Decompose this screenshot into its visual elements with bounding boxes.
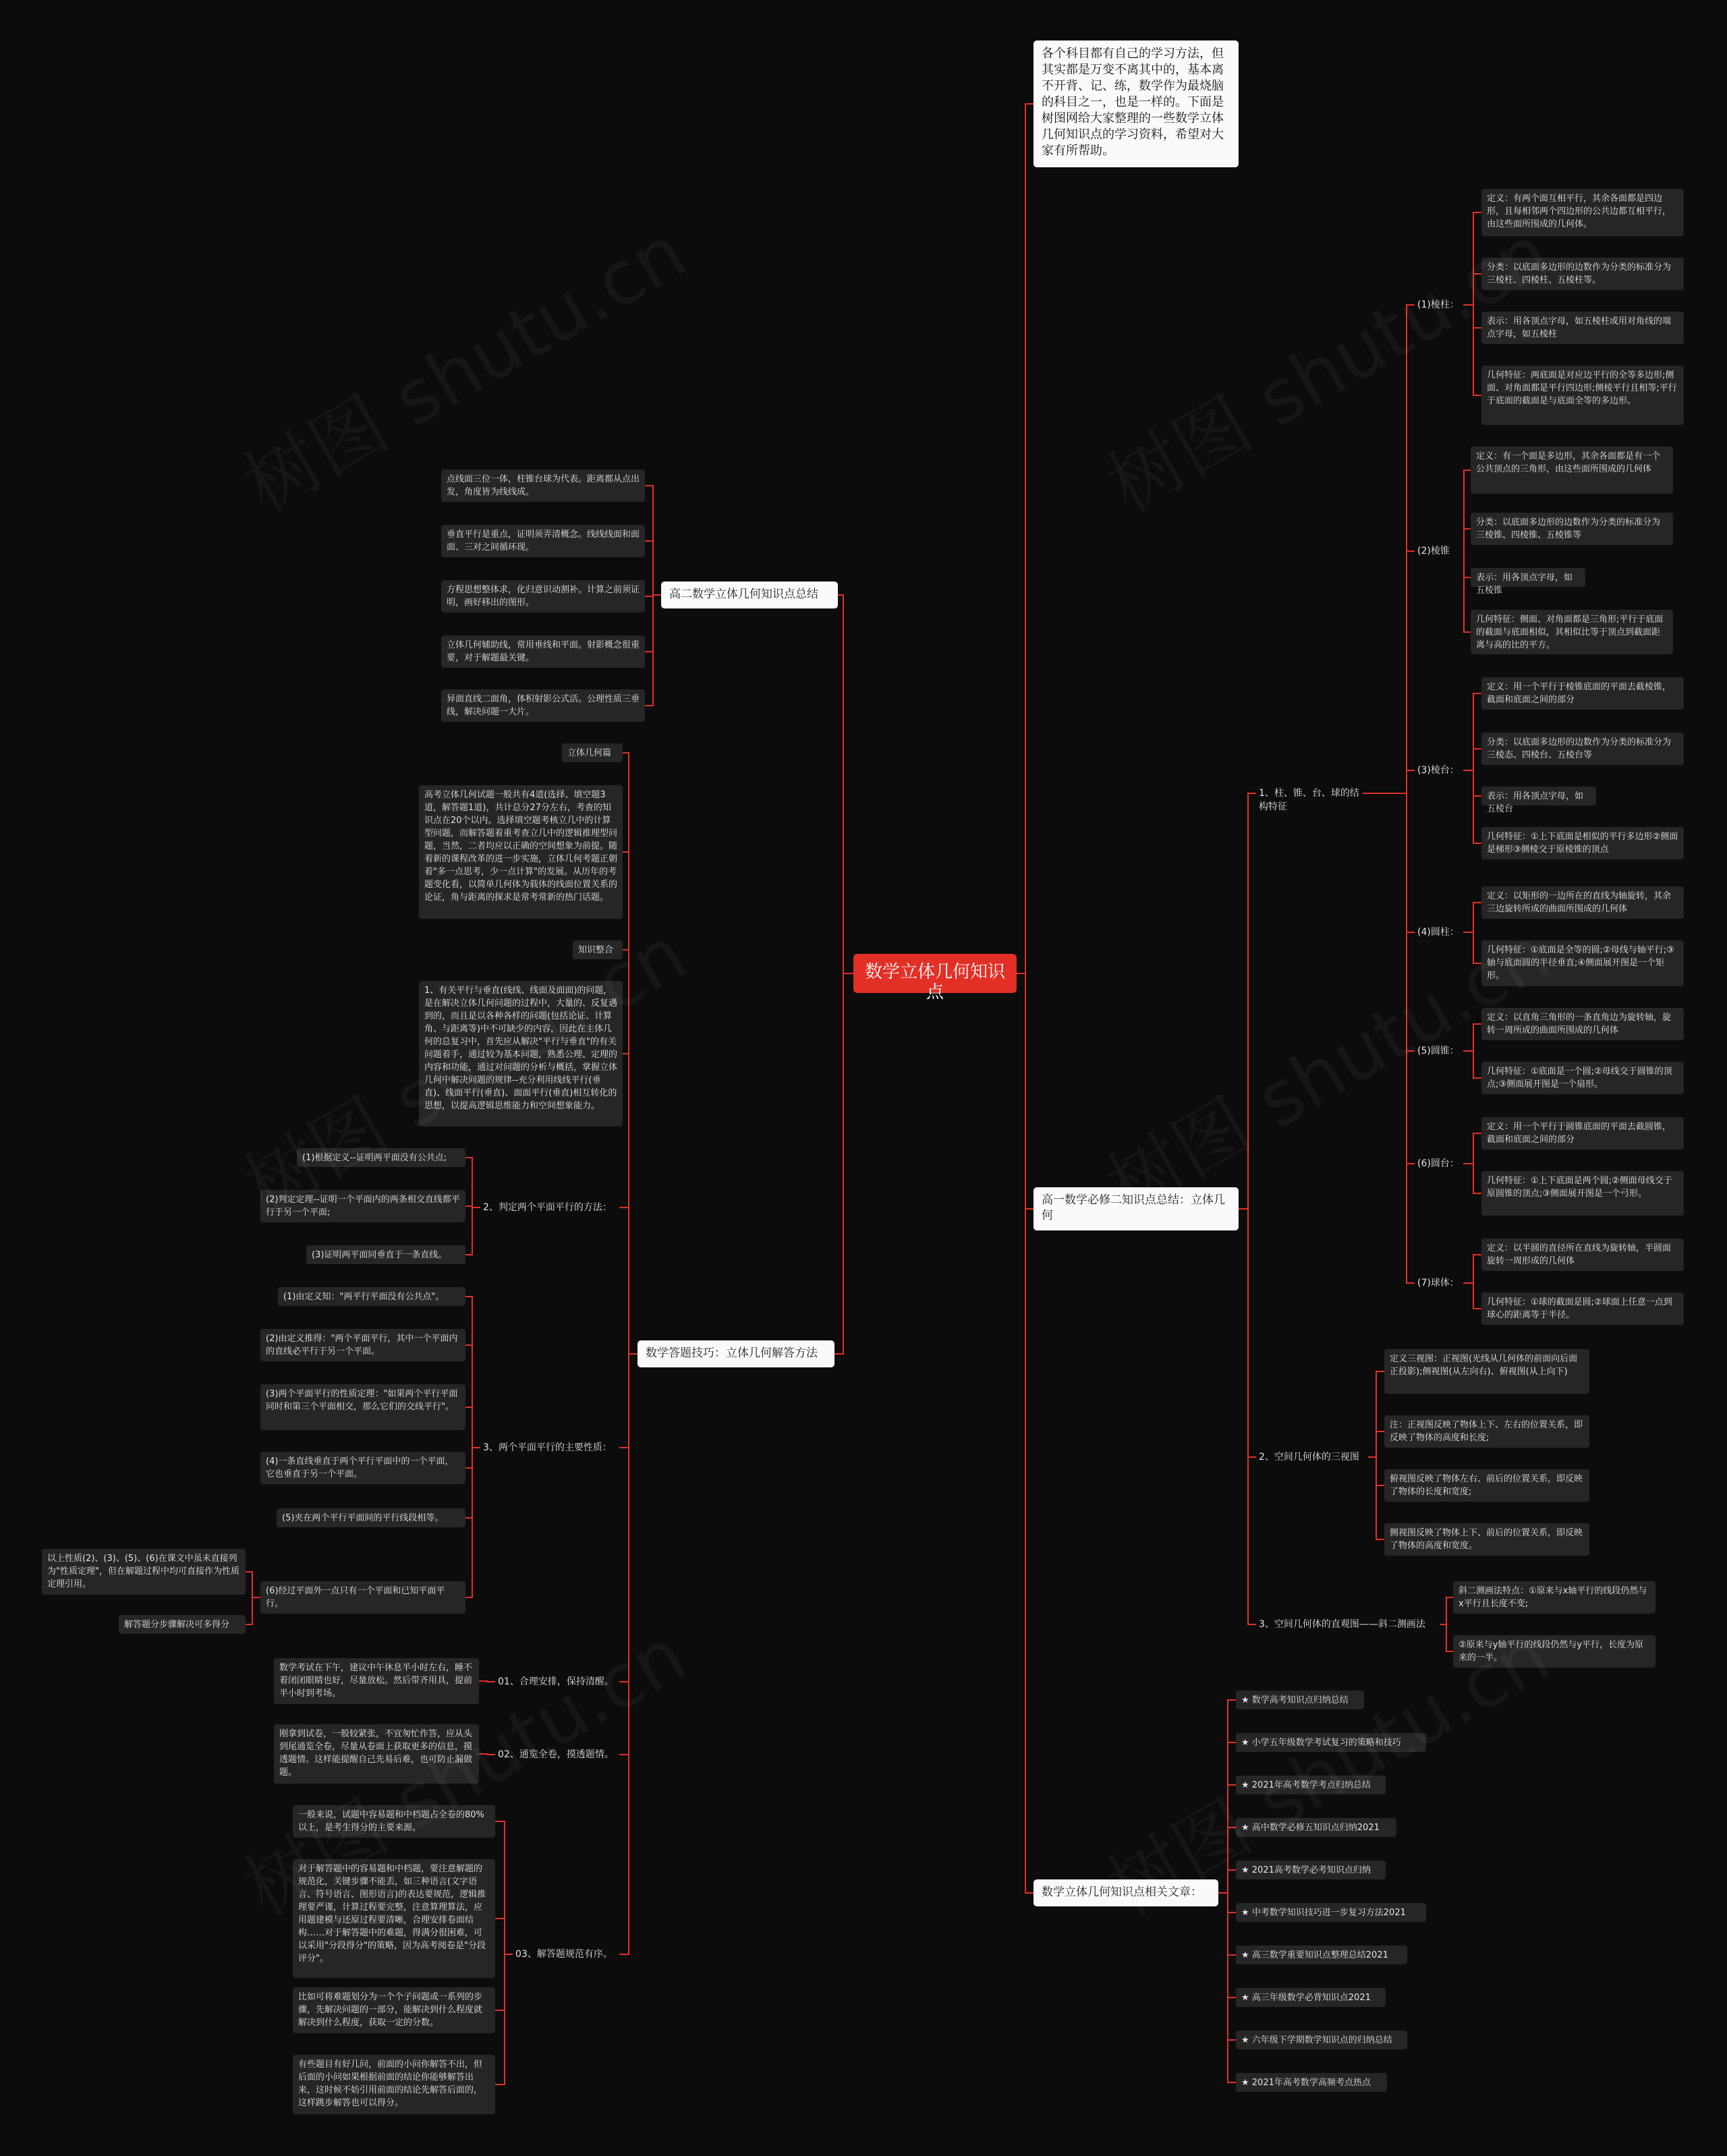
connector-0	[1017, 104, 1034, 973]
pyramid-notation: 表示：用各顶点字母，如五棱锥	[1471, 568, 1585, 587]
step3-para-3: 比如可将难题划分为一个个子问题或一系列的步骤，先解决问题的一部分，能解决到什么程度就解决到什么程度，获取一定的分数。	[293, 1987, 495, 2033]
knowledge-label[interactable]: 知识整合	[573, 940, 623, 959]
topic-answer-techniques[interactable]: 数学答题技巧：立体几何解答方法	[638, 1340, 834, 1367]
prop-6-tip: 解答题分步骤解决可多得分	[119, 1615, 246, 1634]
prop-3: (3)两个平面平行的性质定理："如果两个平行平面同时和第三个平面相交，那么它们的交线平行"。	[260, 1384, 465, 1430]
topic-grade1-summary[interactable]: 高一数学必修二知识点总结：立体几何	[1034, 1187, 1239, 1230]
pyramid-features: 几何特征：侧面、对角面都是三角形;平行于底面的截面与底面相似，其相似比等于顶点到截面距离与高的比的平方。	[1471, 610, 1673, 654]
connector-20	[1463, 529, 1471, 551]
views-label[interactable]: 2、空间几何体的三视图	[1259, 1452, 1359, 1463]
grade2-verse-3: 方程思想整体求，化归意识动割补。计算之前须证明，画好移出的图形。	[441, 580, 645, 613]
connector-67	[465, 1208, 480, 1255]
related-article-8[interactable]: ★ 高三年级数学必背知识点2021	[1236, 1988, 1386, 2007]
connector-74	[246, 1572, 260, 1597]
step2-label[interactable]: 02、通览全卷，摸透题情。	[498, 1749, 614, 1760]
grade2-verse-2: 垂直平行是重点，证明须弄清概念。线线线面和面面、三对之间循环现。	[441, 525, 645, 557]
connector-24	[1463, 749, 1481, 770]
connector-10	[1363, 770, 1415, 793]
connector-7	[1239, 1209, 1256, 1624]
cfrustum-features: 几何特征：①上下底面是两个圆;②侧面母线交于原圆锥的顶点;③侧面展开图是一个弓形。	[1481, 1171, 1684, 1216]
judge-label[interactable]: 2、判定两个平面平行的方法：	[483, 1202, 612, 1213]
cylinder-label[interactable]: (4)圆柱：	[1417, 927, 1459, 938]
oblique-feature-2: ②原来与y轴平行的线段仍然与y平行，长度为原来的一半。	[1453, 1635, 1655, 1668]
related-article-2[interactable]: ★ 小学五年级数学考试复习的策略和技巧	[1236, 1733, 1426, 1752]
knowledge-text: 1、有关平行与垂直(线线、线面及面面)的问题，是在解决立体几何问题的过程中，大量的、反复遇到的，而且是以各种各样的问题(包括论证、计算角、与距离等)中不可缺少的内容，因此在主体几何的总复习中，首先应从解决"平行与垂直"的有关问题着手，通过较为基本问题，熟悉公理、定理的内容和功能，通过对问题的分析与概括，掌握立体几何中解决问题的规律--充分利用线线平行(垂直)、线面平行(垂直)、面面平行(垂直)相互转化的思想，以提高逻辑思维能力和空间想象能力。	[419, 981, 623, 1127]
connector-9	[1363, 551, 1415, 793]
cylinder-features: 几何特征：①底面是全等的圆;②母线与轴平行;③轴与底面圆的半径垂直;④侧面展开图是一个矩形。	[1481, 940, 1684, 986]
props-label[interactable]: 3、两个平面平行的主要性质：	[483, 1442, 612, 1453]
judge-method-1: (1)根据定义--证明两平面没有公共点;	[297, 1148, 465, 1167]
cone-definition: 定义：以直角三角形的一条直角边为旋转轴，旋转一周所成的曲面所围成的几何体	[1481, 1008, 1684, 1040]
oblique-label[interactable]: 3、空间几何体的直观图——斜二测画法	[1259, 1619, 1425, 1630]
related-article-6[interactable]: ★ 中考数学知识技巧进一步复习方法2021	[1236, 1903, 1426, 1922]
sphere-features: 几何特征：①球的截面是圆;②球面上任意一点到球心的距离等于半径。	[1481, 1293, 1684, 1325]
views-top: 俯视图反映了物体左右、前后的位置关系，即反映了物体的长度和宽度;	[1384, 1469, 1589, 1502]
connector-22	[1463, 551, 1471, 632]
views-definition: 定义三视图：正视图(光线从几何体的前面向后面正投影);侧视图(从左向右)、俯视图(从上向下)	[1384, 1349, 1589, 1394]
prism-notation: 表示：用各顶点字母，如五棱柱或用对角线的端点字母，如五棱柱	[1481, 312, 1684, 344]
pyramid-label[interactable]: (2)棱锥	[1417, 546, 1450, 557]
connector-30	[1463, 1051, 1481, 1078]
related-article-4[interactable]: ★ 高中数学必修五知识点归纳2021	[1236, 1818, 1396, 1837]
pyramid-classification: 分类：以底面多边形的边数作为分类的标准分为三棱锥、四棱锥、五棱锥等	[1471, 513, 1673, 545]
prism-label[interactable]: (1)棱柱：	[1417, 300, 1459, 310]
related-article-7[interactable]: ★ 高三数学重要知识点整理总结2021	[1236, 1946, 1407, 1964]
intro-text: 各个科目都有自己的学习方法，但其实都是万变不离其中的，基本离不开背、记、练，数学作为最烧脑的科目之一，也是一样的。下面是树图网给大家整理的一些数学立体几何知识点的学习资料，希望对大家有所帮助。	[1034, 40, 1239, 167]
connector-75	[246, 1597, 260, 1624]
root-node[interactable]: 数学立体几何知识点	[853, 954, 1017, 993]
judge-method-2: (2)判定定理--证明一个平面内的两条相交直线都平行于另一个平面;	[260, 1190, 465, 1222]
step1-text: 数学考试在下午，建议中午休息半小时左右，睡不着闭闭眼睛也好，尽量放松。然后带齐用具，提前半小时到考场。	[274, 1658, 479, 1704]
prop-2: (2)由定义推得："两个平面平行，其中一个平面内的直线必平行于另一个平面。	[260, 1329, 465, 1361]
connector-79	[495, 1919, 513, 1954]
connector-59	[623, 1054, 638, 1354]
related-article-5[interactable]: ★ 2021高考数学必考知识点归纳	[1236, 1861, 1386, 1879]
connector-31	[1463, 1133, 1481, 1164]
step3-label[interactable]: 03、解答题规范有序。	[515, 1949, 613, 1960]
frustum-classification: 分类：以底面多边形的边数作为分类的标准分为三棱态、四棱台、五棱台等	[1481, 733, 1684, 765]
connector-32	[1463, 1164, 1481, 1193]
cfrustum-label[interactable]: (6)圆台：	[1417, 1158, 1459, 1169]
step2-text: 刚拿到试卷，一般较紧张，不宜匆忙作答，应从头到尾通览全卷，尽量从卷面上获取更多的信息，摸透题情。这样能提醒自己先易后难，也可防止漏做题。	[274, 1724, 479, 1784]
frustum-features: 几何特征：①上下底面是相似的平行多边形②侧面是梯形③侧棱交于原棱锥的顶点	[1481, 827, 1684, 859]
connector-33	[1463, 1255, 1481, 1283]
structure-label[interactable]: 1、柱、锥、台、球的结构特征	[1259, 788, 1359, 812]
prop-5: (5)夹在两个平行平面间的平行线段相等。	[277, 1508, 465, 1527]
step3-para-2: 对于解答题中的容易题和中档题，要注意解题的规范化，关键步骤不能丢，如三种语言(文字语言、符号语言、图形语言)的表达要规范，逻辑推理要严谨，计算过程要完整，注意算理算法，应用题建模与还原过程要清晰，合理安排卷面结构……对于解答题中的难题，得满分很困难，可以采用"分段得分"的策略，因为高考阅卷是"分段评分"。	[293, 1859, 495, 1978]
grade2-verse-1: 点线面三位一体，柱锥台球为代表。距离都从点出发，角度皆为线线成。	[441, 470, 645, 502]
connector-36	[1368, 1431, 1384, 1457]
related-article-9[interactable]: ★ 六年级下学期数学知识点的归纳总结	[1236, 2031, 1407, 2049]
connector-38	[1368, 1457, 1384, 1539]
related-article-10[interactable]: ★ 2021年高考数学高频考点热点	[1236, 2073, 1387, 2092]
connector-70	[465, 1407, 480, 1448]
prop-1: (1)由定义知："两平行平面没有公共点"。	[278, 1287, 465, 1306]
connector-2	[1017, 973, 1034, 1893]
solid-section-text: 高考立体几何试题一般共有4道(选择、填空题3道，解答题1道)，共计总分27分左右，考查的知识点在20个以内。选择填空题考核立几中的计算型问题，而解答题着重考查立几中的逻辑推理型问题，当然，二者均应以正确的空间想象为前提。随着新的课程改革的进一步实施，立体几何考题正朝着"多一点思考，少一点计算"的发展。从历年的考题变化看，以简单几何体为载体的线面位置关系的论证，角与距离的探求是常考常新的热门话题。	[419, 785, 623, 919]
connector-39	[1440, 1597, 1453, 1624]
step3-para-1: 一般来说，试题中容易题和中档题占全卷的80%以上，是考生得分的主要来源。	[293, 1805, 495, 1838]
connector-76	[479, 1681, 495, 1682]
connector-52	[645, 541, 661, 595]
solid-section-label[interactable]: 立体几何篇	[562, 743, 623, 762]
prop-4: (4)一条直线垂直于两个平行平面中的一个平面，它也垂直于另一个平面。	[260, 1452, 465, 1484]
prism-definition: 定义：有两个面互相平行，其余各面都是四边形，且每相邻两个四边形的公共边都互相平行，由这些面所围成的几何体。	[1481, 189, 1684, 236]
connector-81	[495, 1954, 513, 2084]
connector-26	[1463, 770, 1481, 843]
cone-label[interactable]: (5)圆锥：	[1417, 1046, 1459, 1056]
connector-34	[1463, 1283, 1481, 1309]
step3-para-4: 有些题目有好几问，前面的小问你解答不出，但后面的小问如果根据前面的结论你能够解答出来，这时候不妨引用前面的结论先解答后面的，这样跳步解答也可以得分。	[293, 2055, 495, 2114]
oblique-feature-1: 斜二测画法特点：①原来与x轴平行的线段仍然与x平行且长度不变;	[1453, 1581, 1655, 1614]
cone-features: 几何特征：①底面是一个圆;②母线交于圆锥的顶点;③侧面展开图是一个扇形。	[1481, 1062, 1684, 1094]
prism-features: 几何特征：两底面是对应边平行的全等多边形;侧面、对角面都是平行四边形;侧棱平行且相等;平行于底面的截面是与底面全等的多边形。	[1481, 366, 1684, 425]
sphere-definition: 定义：以半圆的直径所在直线为旋转轴，半圆面旋转一周形成的几何体	[1481, 1239, 1684, 1271]
cylinder-definition: 定义：以矩形的一边所在的直线为轴旋转，其余三边旋转所成的曲面所围成的几何体	[1481, 886, 1684, 919]
topic-grade2-summary[interactable]: 高二数学立体几何知识点总结	[661, 581, 838, 608]
sphere-label[interactable]: (7)球体：	[1417, 1278, 1459, 1288]
step1-label[interactable]: 01、合理安排，保持清醒。	[498, 1676, 614, 1687]
judge-method-3: (3)证明两平面同垂直于一条直线。	[306, 1245, 465, 1264]
grade2-verse-4: 立体几何辅助线，常用垂线和平面。射影概念很重要，对于解题最关键。	[441, 635, 645, 668]
related-article-3[interactable]: ★ 2021年高考数学考点归纳总结	[1236, 1776, 1386, 1794]
grade2-verse-5: 异面直线二面角，体积射影公式活。公理性质三垂线，解决问题一大片。	[441, 689, 645, 722]
prism-classification: 分类：以底面多边形的边数作为分类的标准分为三棱柱、四棱柱、五棱柱等。	[1481, 258, 1684, 290]
views-front: 注：正视图反映了物体上下、左右的位置关系，即反映了物体的高度和长度;	[1384, 1415, 1589, 1448]
related-articles-label[interactable]: 数学立体几何知识点相关文章：	[1034, 1879, 1218, 1906]
cfrustum-definition: 定义：用一个平行于圆锥底面的平面去截圆锥，截面和底面之间的部分	[1481, 1117, 1684, 1150]
connector-3	[838, 595, 853, 973]
prop-6: (6)经过平面外一点只有一个平面和已知平面平行。	[260, 1581, 465, 1614]
connector-25	[1463, 770, 1481, 796]
prop-6-note: 以上性质(2)、(3)、(5)、(6)在课文中虽未直接列为"性质定理"，但在解题过程中均可直接作为性质定理引用。	[42, 1549, 246, 1595]
connector-23	[1463, 693, 1481, 770]
connector-65	[465, 1158, 480, 1208]
frustum-notation: 表示：用各顶点字母，如五棱台	[1481, 787, 1596, 805]
connector-55	[645, 595, 661, 706]
frustum-definition: 定义：用一个平行于棱锥底面的平面去截棱锥，截面和底面之间的部分	[1481, 677, 1684, 710]
connector-60	[619, 1208, 638, 1354]
frustum-label[interactable]: (3)棱台：	[1417, 765, 1459, 776]
connector-50	[1218, 1893, 1236, 2082]
views-side: 侧视图反映了物体上下、前后的位置关系，即反映了物体的高度和宽度。	[1384, 1523, 1589, 1556]
related-article-1[interactable]: ★ 数学高考知识点归纳总结	[1236, 1691, 1364, 1709]
connector-4	[834, 973, 853, 1354]
connector-73	[465, 1448, 480, 1597]
pyramid-definition: 定义：有一个面是多边形，其余各面都是有一个公共顶点的三角形，由这些面所围成的几何体	[1471, 447, 1673, 494]
